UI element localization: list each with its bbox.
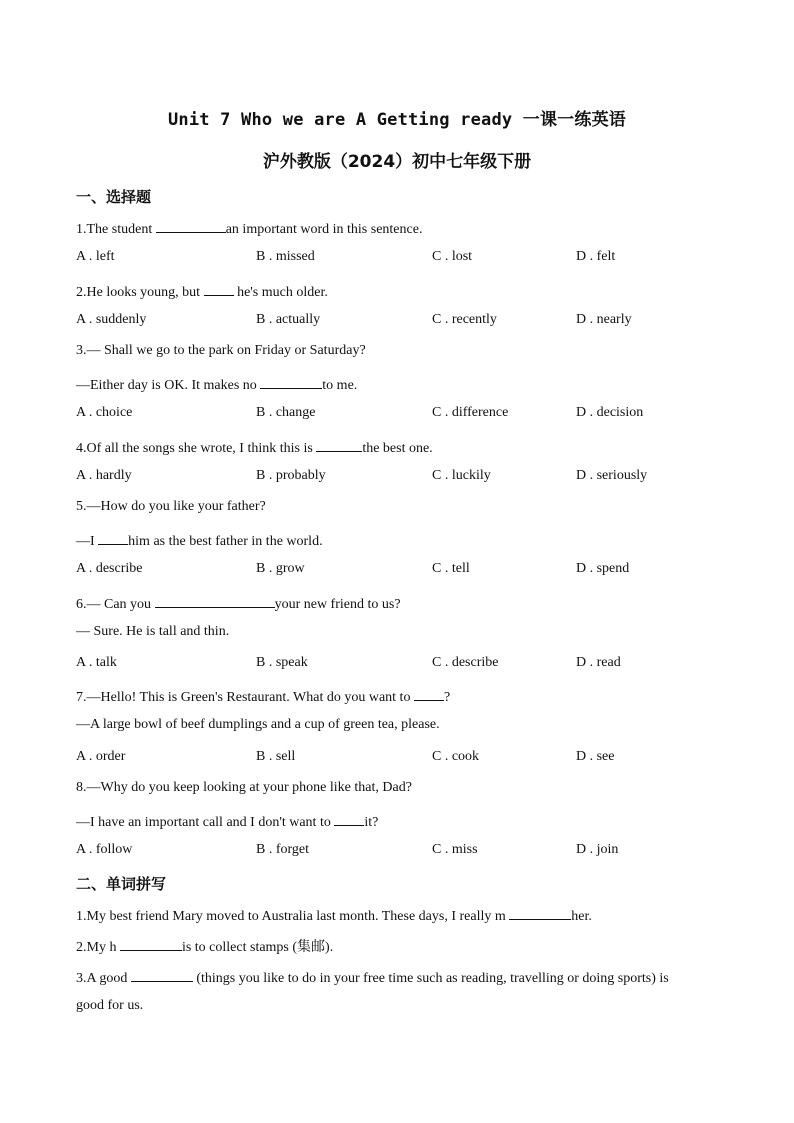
question-text: —I have an important call and I don't want to: [76, 815, 335, 830]
option-a[interactable]: A . left: [76, 249, 115, 264]
question-text: 7.—Hello! This is Green's Restaurant. What do you want to: [76, 690, 414, 705]
answer-blank[interactable]: [155, 593, 275, 608]
option-a[interactable]: A . talk: [76, 655, 117, 670]
question-8-prompt: 8.—Why do you keep looking at your phone like that, Dad?: [76, 780, 412, 795]
option-a[interactable]: A . follow: [76, 842, 133, 857]
question-4-options: [0, 468, 794, 488]
question-text: ?: [443, 690, 451, 705]
option-c[interactable]: C . describe: [432, 655, 499, 670]
question-3: [76, 374, 357, 394]
option-c[interactable]: C . cook: [432, 749, 480, 764]
question-8-options: [0, 842, 794, 862]
option-c[interactable]: C . lost: [432, 249, 473, 264]
section-heading-multiple-choice: 一、选择题: [76, 188, 152, 206]
question-text: he's much older.: [233, 285, 328, 300]
option-b[interactable]: B . missed: [256, 249, 315, 264]
option-a[interactable]: A . describe: [76, 561, 143, 576]
option-d[interactable]: D . spend: [576, 561, 630, 576]
option-a[interactable]: A . choice: [76, 405, 133, 420]
question-text: your new friend to us?: [274, 597, 401, 612]
question-text: is to collect stamps (集邮).: [181, 940, 334, 955]
answer-blank[interactable]: [156, 218, 226, 233]
option-d[interactable]: D . felt: [576, 249, 616, 264]
question-2-options: [0, 312, 794, 332]
question-text: —I: [76, 534, 99, 549]
question-3-prompt: 3.— Shall we go to the park on Friday or Saturday?: [76, 343, 366, 358]
question-text: 2.My h: [76, 940, 120, 955]
question-2: [76, 281, 328, 301]
question-text: 1.The student: [76, 222, 156, 237]
answer-blank[interactable]: [509, 905, 571, 920]
question-1: [76, 218, 422, 238]
option-b[interactable]: B . actually: [256, 312, 321, 327]
question-5-options: [0, 561, 794, 581]
spelling-question-1: [76, 905, 592, 925]
answer-blank[interactable]: [260, 374, 322, 389]
question-text: an important word in this sentence.: [225, 222, 423, 237]
answer-blank[interactable]: [98, 530, 128, 545]
worksheet-subtitle: 沪外教版（2024）初中七年级下册: [262, 152, 532, 172]
question-1-options: [0, 249, 794, 269]
question-8: [76, 811, 378, 831]
option-d[interactable]: D . seriously: [576, 468, 648, 483]
answer-blank[interactable]: [316, 437, 362, 452]
question-text: (things you like to do in your free time such as reading, travelling or doing sports) is: [192, 971, 669, 986]
option-c[interactable]: C . tell: [432, 561, 470, 576]
option-b[interactable]: B . speak: [256, 655, 308, 670]
option-c[interactable]: C . recently: [432, 312, 497, 327]
option-b[interactable]: B . grow: [256, 561, 305, 576]
option-a[interactable]: A . hardly: [76, 468, 132, 483]
section-heading-spelling: 二、单词拼写: [76, 875, 167, 893]
question-3-options: [0, 405, 794, 425]
option-d[interactable]: D . join: [576, 842, 619, 857]
option-b[interactable]: B . forget: [256, 842, 310, 857]
question-6-options: [0, 655, 794, 675]
spelling-question-3: [76, 967, 669, 987]
option-c[interactable]: C . difference: [432, 405, 509, 420]
option-b[interactable]: B . change: [256, 405, 316, 420]
option-c[interactable]: C . luckily: [432, 468, 491, 483]
question-text: him as the best father in the world.: [128, 534, 323, 549]
question-7-response: —A large bowl of beef dumplings and a cup of green tea, please.: [76, 717, 440, 732]
question-6-response: — Sure. He is tall and thin.: [76, 624, 230, 639]
spelling-question-2: [76, 936, 333, 956]
question-text: to me.: [322, 378, 358, 393]
option-b[interactable]: B . sell: [256, 749, 296, 764]
question-text: 2.He looks young, but: [76, 285, 204, 300]
worksheet-title: Unit 7 Who we are A Getting ready 一课一练英语: [168, 110, 626, 130]
question-text: 6.— Can you: [76, 597, 155, 612]
option-d[interactable]: D . see: [576, 749, 615, 764]
option-a[interactable]: A . order: [76, 749, 126, 764]
spelling-question-3-continued: good for us.: [76, 998, 144, 1013]
answer-blank[interactable]: [334, 811, 364, 826]
option-d[interactable]: D . read: [576, 655, 621, 670]
question-text: 3.A good: [76, 971, 131, 986]
option-d[interactable]: D . nearly: [576, 312, 632, 327]
answer-blank[interactable]: [204, 281, 234, 296]
question-4: [76, 437, 433, 457]
question-6: [76, 593, 401, 613]
question-5: [76, 530, 323, 550]
option-c[interactable]: C . miss: [432, 842, 478, 857]
answer-blank[interactable]: [414, 686, 444, 701]
question-text: —Either day is OK. It makes no: [76, 378, 261, 393]
question-text: 1.My best friend Mary moved to Australia last month. These days, I really m: [76, 909, 510, 924]
answer-blank[interactable]: [120, 936, 182, 951]
option-a[interactable]: A . suddenly: [76, 312, 147, 327]
question-7: [76, 686, 450, 706]
question-text: the best one.: [362, 441, 433, 456]
question-text: her.: [571, 909, 592, 924]
option-b[interactable]: B . probably: [256, 468, 326, 483]
option-d[interactable]: D . decision: [576, 405, 644, 420]
question-text: 4.Of all the songs she wrote, I think this is: [76, 441, 317, 456]
question-7-options: [0, 749, 794, 769]
question-text: it?: [364, 815, 379, 830]
question-5-prompt: 5.—How do you like your father?: [76, 499, 266, 514]
answer-blank[interactable]: [131, 967, 193, 982]
